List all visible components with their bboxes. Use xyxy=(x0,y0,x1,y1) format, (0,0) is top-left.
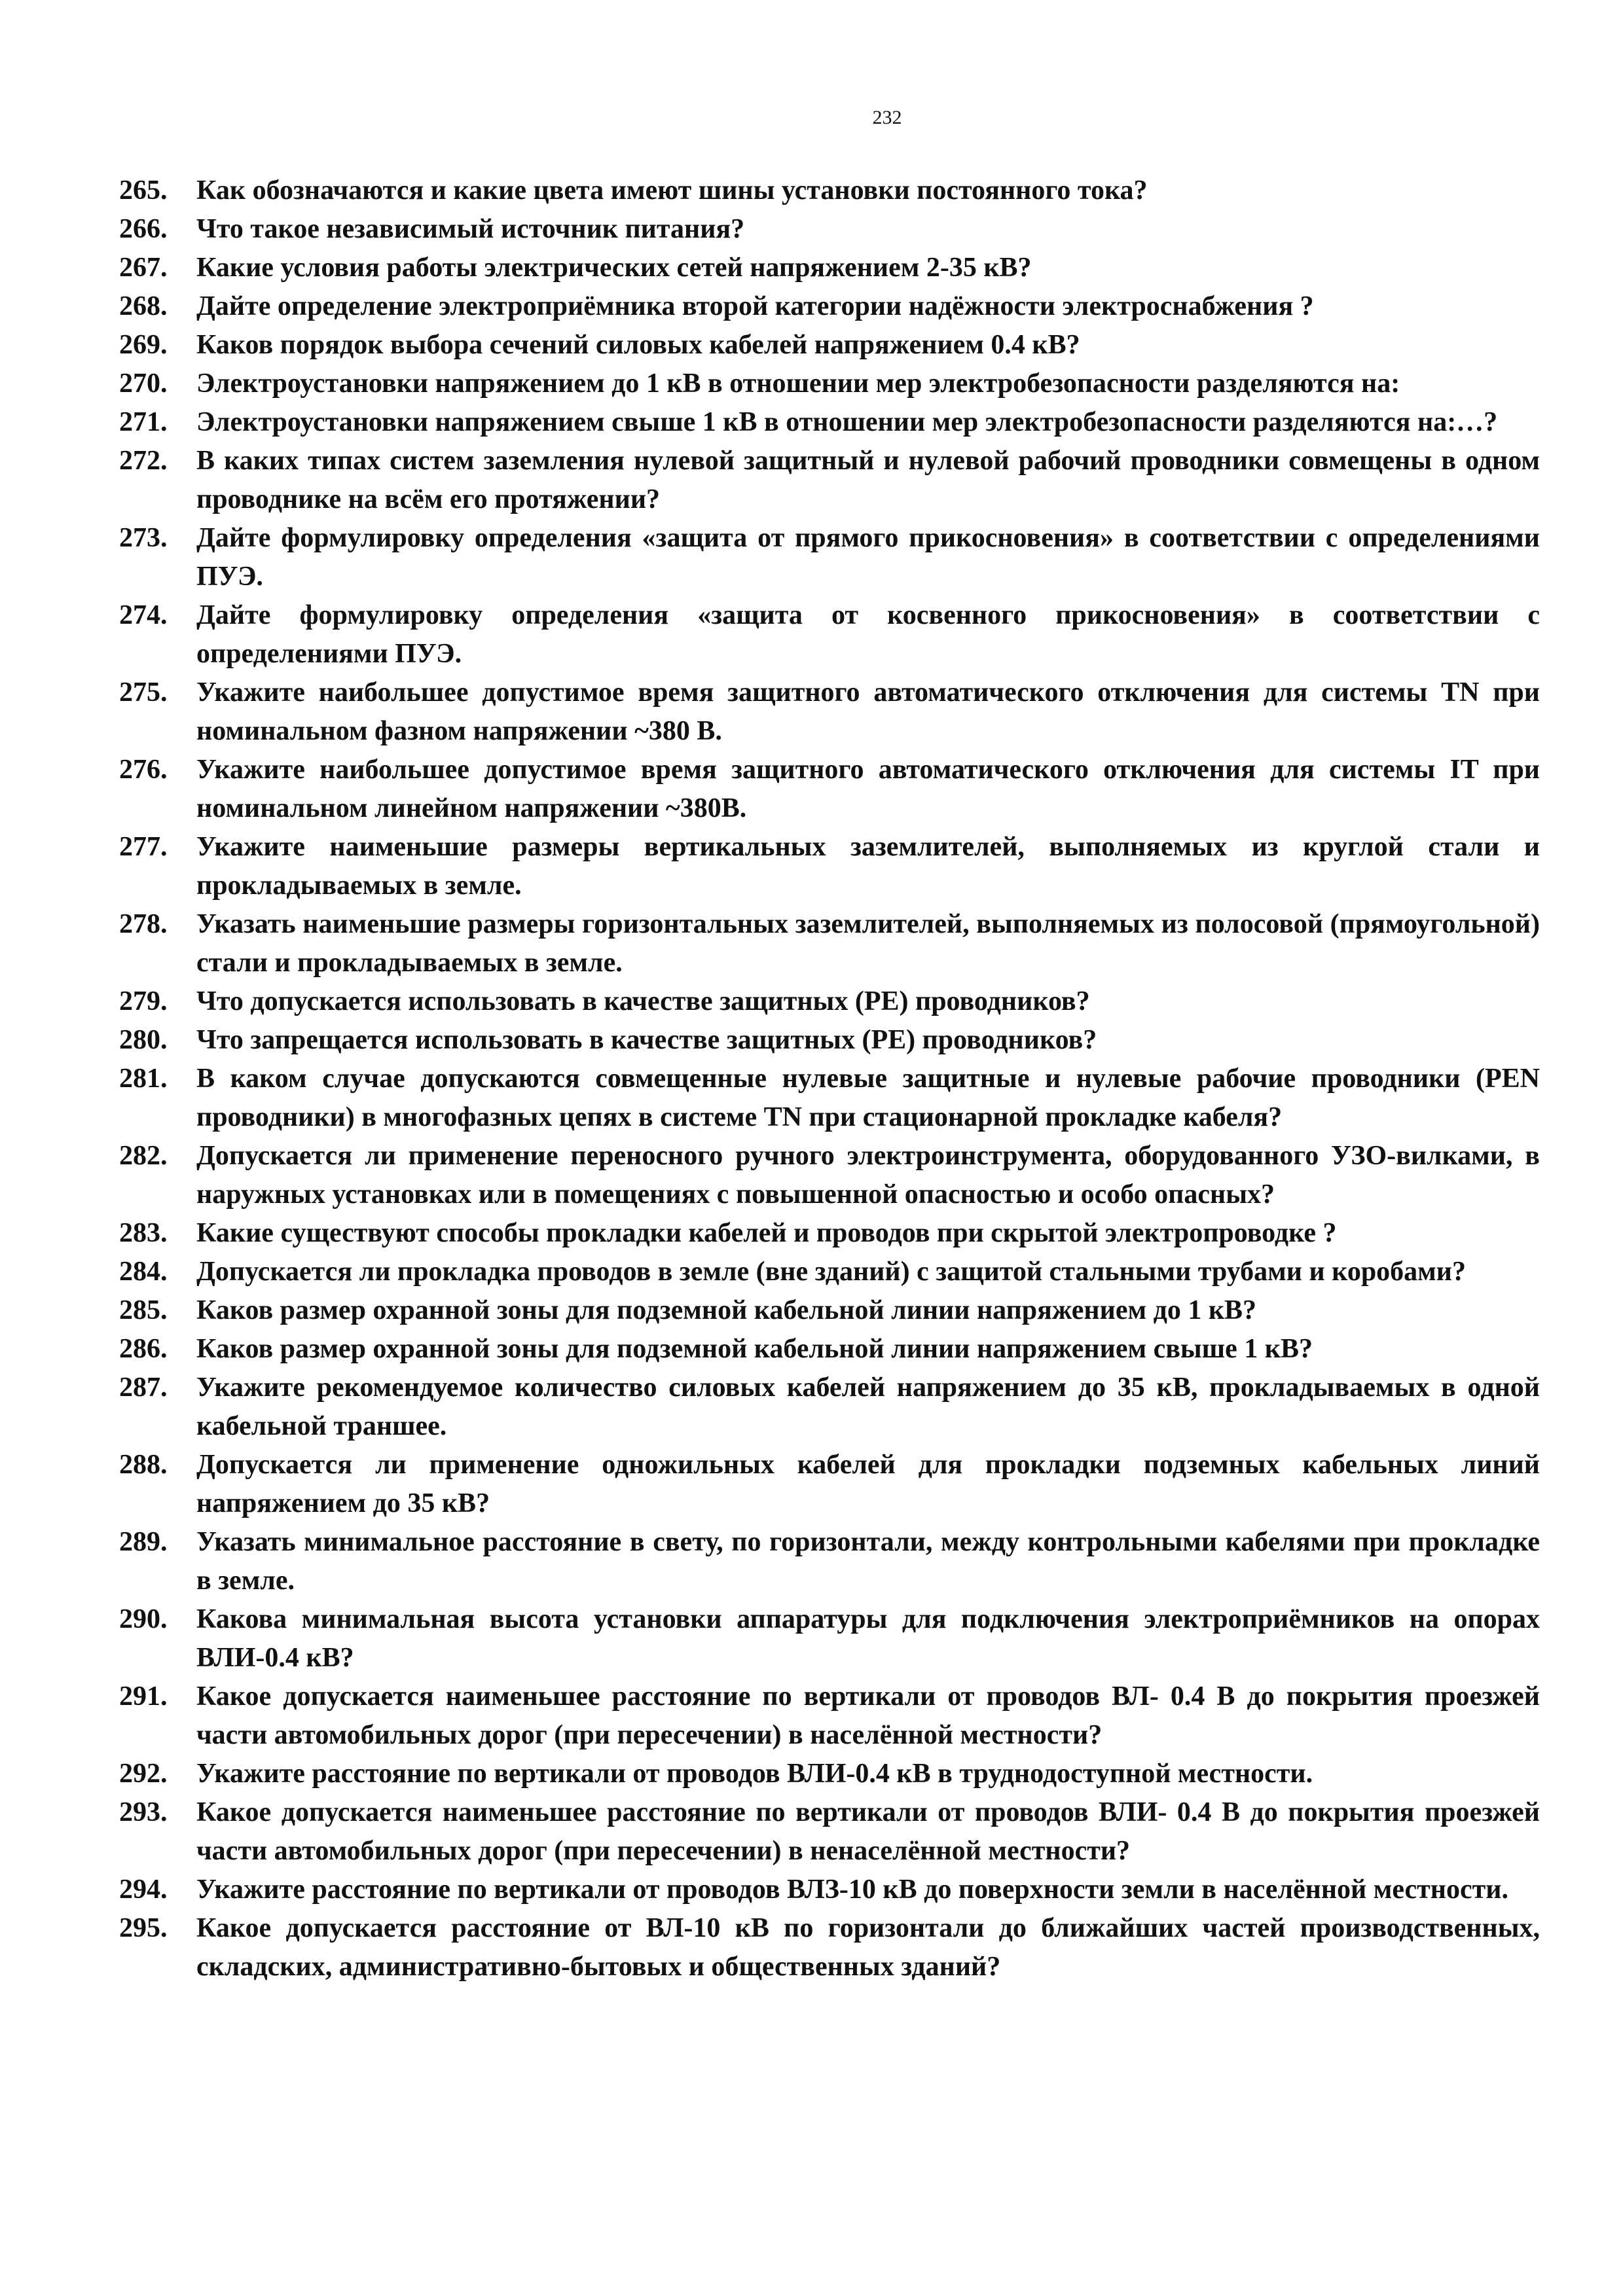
question-item xyxy=(119,1369,1540,1446)
question-item xyxy=(119,1600,1540,1677)
question-text: Укажите наибольшее допустимое время защитного автоматического отключения для системы TN при номинальном фазном напряжении ~380 В. xyxy=(196,677,1540,746)
question-text: Укажите расстояние по вертикали от проводов ВЛИ-0.4 кВ в труднодоступной местности. xyxy=(196,1759,1313,1789)
question-text: Допускается ли прокладка проводов в земле (вне зданий) с защитой стальными трубами и коробами? xyxy=(196,1257,1466,1287)
question-text: Укажите наименьшие размеры вертикальных заземлителей, выполняемых из круглой стали и прокладываемых в земле. xyxy=(196,832,1540,901)
question-text: В каком случае допускаются совмещенные нулевые защитные и нулевые рабочие проводники (PEN проводники) в многофазных цепях в системе TN при стационарной прокладке кабеля? xyxy=(196,1064,1540,1132)
page-number: 232 xyxy=(872,107,902,128)
question-number: 282. xyxy=(119,1141,168,1171)
question-item xyxy=(119,905,1540,982)
question-item xyxy=(119,1291,1540,1330)
question-text: Что допускается использовать в качестве защитных (PE) проводников? xyxy=(196,986,1090,1016)
question-item xyxy=(119,403,1540,442)
question-item xyxy=(119,982,1540,1021)
question-text: Укажите рекомендуемое количество силовых кабелей напряжением до 35 кВ, прокладываемых в одной кабельной траншее. xyxy=(196,1372,1540,1441)
question-item xyxy=(119,1755,1540,1793)
question-number: 268. xyxy=(119,291,168,321)
question-number: 281. xyxy=(119,1064,168,1094)
question-text: Какое допускается наименьшее расстояние по вертикали от проводов ВЛИ- 0.4 В до покрытия проезжей части автомобильных дорог (при пересечении) в ненаселённой местности? xyxy=(196,1797,1540,1866)
question-text: Указать минимальное расстояние в свету, по горизонтали, между контрольными кабелями при прокладке в земле. xyxy=(196,1527,1540,1596)
question-text: Электроустановки напряжением свыше 1 кВ в отношении мер электробезопасности разделяются на:…? xyxy=(196,407,1498,437)
question-item xyxy=(119,326,1540,365)
question-text: Какое допускается расстояние от ВЛ-10 кВ по горизонтали до ближайших частей производственных, складских, административно-бытовых и общественных зданий? xyxy=(196,1913,1540,1982)
question-item xyxy=(119,751,1540,828)
question-text: Дайте определение электроприёмника второй категории надёжности электроснабжения ? xyxy=(196,291,1314,321)
question-item xyxy=(119,249,1540,287)
question-item xyxy=(119,1523,1540,1600)
question-list xyxy=(119,171,1540,1986)
question-number: 294. xyxy=(119,1874,168,1905)
question-number: 292. xyxy=(119,1759,168,1789)
question-number: 280. xyxy=(119,1025,168,1055)
question-item xyxy=(119,1677,1540,1755)
question-item xyxy=(119,1446,1540,1523)
question-item xyxy=(119,210,1540,249)
question-text: Каков порядок выбора сечений силовых кабелей напряжением 0.4 кВ? xyxy=(196,330,1080,360)
question-item xyxy=(119,673,1540,751)
question-item xyxy=(119,1793,1540,1871)
question-text: В каких типах систем заземления нулевой защитный и нулевой рабочий проводники совмещены в одном проводнике на всём его протяжении? xyxy=(196,446,1540,514)
question-number: 290. xyxy=(119,1604,168,1634)
question-text: Укажите наибольшее допустимое время защитного автоматического отключения для системы IT при номинальном линейном напряжении ~380В. xyxy=(196,755,1540,823)
question-number: 295. xyxy=(119,1913,168,1943)
question-number: 288. xyxy=(119,1450,168,1480)
question-number: 278. xyxy=(119,909,168,939)
question-number: 279. xyxy=(119,986,168,1016)
question-number: 291. xyxy=(119,1681,168,1712)
question-text: Электроустановки напряжением до 1 кВ в отношении мер электробезопасности разделяются на: xyxy=(196,368,1400,399)
question-number: 274. xyxy=(119,600,168,630)
question-item xyxy=(119,1330,1540,1369)
question-item xyxy=(119,1137,1540,1214)
question-number: 266. xyxy=(119,214,168,244)
question-number: 271. xyxy=(119,407,168,437)
question-item xyxy=(119,828,1540,905)
question-item xyxy=(119,442,1540,519)
question-text: Что запрещается использовать в качестве защитных (PE) проводников? xyxy=(196,1025,1097,1055)
question-item xyxy=(119,1060,1540,1137)
question-number: 284. xyxy=(119,1257,168,1287)
question-number: 276. xyxy=(119,755,168,785)
question-item xyxy=(119,596,1540,673)
question-text: Какие существуют способы прокладки кабелей и проводов при скрытой электропроводке ? xyxy=(196,1218,1337,1248)
question-item xyxy=(119,287,1540,326)
question-item xyxy=(119,1021,1540,1060)
question-text: Указать наименьшие размеры горизонтальных заземлителей, выполняемых из полосовой (прямоугольной) стали и прокладываемых в земле. xyxy=(196,909,1540,978)
question-text: Какие условия работы электрических сетей напряжением 2-35 кВ? xyxy=(196,253,1032,283)
question-number: 270. xyxy=(119,368,168,399)
question-item xyxy=(119,171,1540,210)
question-text: Укажите расстояние по вертикали от проводов ВЛЗ-10 кВ до поверхности земли в населённой местности. xyxy=(196,1874,1508,1905)
question-number: 286. xyxy=(119,1334,168,1364)
question-number: 283. xyxy=(119,1218,168,1248)
question-text: Как обозначаются и какие цвета имеют шины установки постоянного тока? xyxy=(196,175,1148,206)
question-text: Каков размер охранной зоны для подземной кабельной линии напряжением свыше 1 кВ? xyxy=(196,1334,1313,1364)
question-text: Дайте формулировку определения «защита от прямого прикосновения» в соответствии с определениями ПУЭ. xyxy=(196,523,1540,592)
question-text: Какое допускается наименьшее расстояние по вертикали от проводов ВЛ- 0.4 В до покрытия проезжей части автомобильных дорог (при пересечении) в населённой местности? xyxy=(196,1681,1540,1750)
question-item xyxy=(119,1214,1540,1253)
question-number: 272. xyxy=(119,446,168,476)
question-number: 285. xyxy=(119,1295,168,1325)
question-number: 277. xyxy=(119,832,168,862)
question-number: 269. xyxy=(119,330,168,360)
question-item xyxy=(119,519,1540,596)
question-item xyxy=(119,1909,1540,1986)
question-text: Каков размер охранной зоны для подземной кабельной линии напряжением до 1 кВ? xyxy=(196,1295,1257,1325)
question-text: Допускается ли применение одножильных кабелей для прокладки подземных кабельных линий напряжением до 35 кВ? xyxy=(196,1450,1540,1518)
question-text: Дайте формулировку определения «защита от косвенного прикосновения» в соответствии с определениями ПУЭ. xyxy=(196,600,1540,669)
question-item xyxy=(119,1253,1540,1291)
question-text: Допускается ли применение переносного ручного электроинструмента, оборудованного УЗО-вилками, в наружных установках или в помещениях с повышенной опасностью и особо опасных? xyxy=(196,1141,1540,1210)
question-number: 289. xyxy=(119,1527,168,1557)
question-number: 273. xyxy=(119,523,168,553)
question-number: 287. xyxy=(119,1372,168,1403)
question-text: Какова минимальная высота установки аппаратуры для подключения электроприёмников на опорах ВЛИ-0.4 кВ? xyxy=(196,1604,1540,1673)
question-item xyxy=(119,365,1540,403)
question-text: Что такое независимый источник питания? xyxy=(196,214,745,244)
question-number: 275. xyxy=(119,677,168,708)
question-item xyxy=(119,1871,1540,1909)
question-number: 265. xyxy=(119,175,168,206)
question-number: 267. xyxy=(119,253,168,283)
question-number: 293. xyxy=(119,1797,168,1827)
